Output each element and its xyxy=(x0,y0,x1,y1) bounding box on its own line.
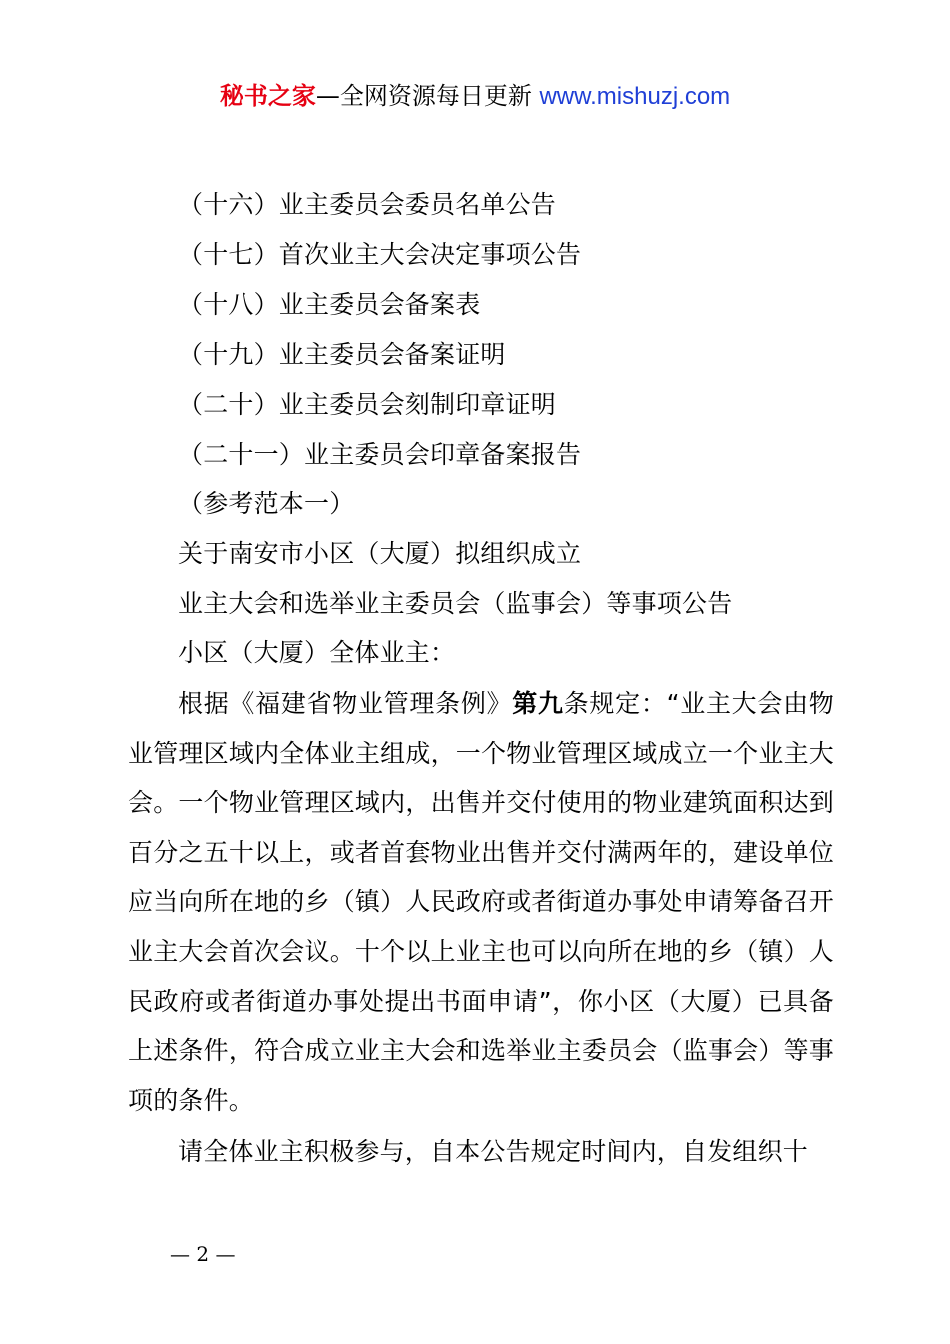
list-item-21: （二十一）业主委员会印章备案报告 xyxy=(178,440,582,469)
paragraph-1-text: 条规定：“业主大会由物业管理区域内全体业主组成，一个物业管理区域成立一个业主大会。一个物业管理区域内，出售并交付使用的物业建筑面积达到百分之五十以上，或者首套物业出售并交付满两年的，建设单位应当向所在地的乡（镇）人民政府或者街道办事处申请筹备召开业主大会首次会议。十个以上业主也可以向所在地的乡（镇）人民政府或者街道办事处提出书面申请”，你小区（大厦）已具备上述条件，符合成立业主大会和选举业主委员会（监事会）等事项的条件。 xyxy=(128,689,835,1115)
salutation: 小区（大厦）全体业主： xyxy=(178,638,456,667)
list-item-17: （十七）首次业主大会决定事项公告 xyxy=(178,240,582,269)
list-item-18: （十八）业主委员会备案表 xyxy=(178,290,481,319)
body-paragraph-1 xyxy=(128,679,834,1125)
article-number: 第九 xyxy=(512,689,564,718)
body-paragraph-2: 请全体业主积极参与，自本公告规定时间内，自发组织十 xyxy=(178,1137,809,1166)
list-item-19: （十九）业主委员会备案证明 xyxy=(178,340,506,369)
template-label: （参考范本一） xyxy=(178,489,355,518)
notice-title-line2: 业主大会和选举业主委员会（监事会）等事项公告 xyxy=(178,589,733,618)
site-url-link[interactable]: www.mishuzj.com xyxy=(539,83,731,110)
page-number: — 2 — xyxy=(170,1242,236,1266)
header-tagline: —全网资源每日更新 xyxy=(315,82,532,110)
brand-name: 秘书之家 xyxy=(219,82,316,110)
notice-title-line1: 关于南安市小区（大厦）拟组织成立 xyxy=(178,539,582,568)
paragraph-1-intro: 根据《福建省物业管理条例》 xyxy=(178,689,513,718)
list-item-16: （十六）业主委员会委员名单公告 xyxy=(178,190,557,219)
site-header xyxy=(0,80,950,113)
list-item-20: （二十）业主委员会刻制印章证明 xyxy=(178,390,557,419)
